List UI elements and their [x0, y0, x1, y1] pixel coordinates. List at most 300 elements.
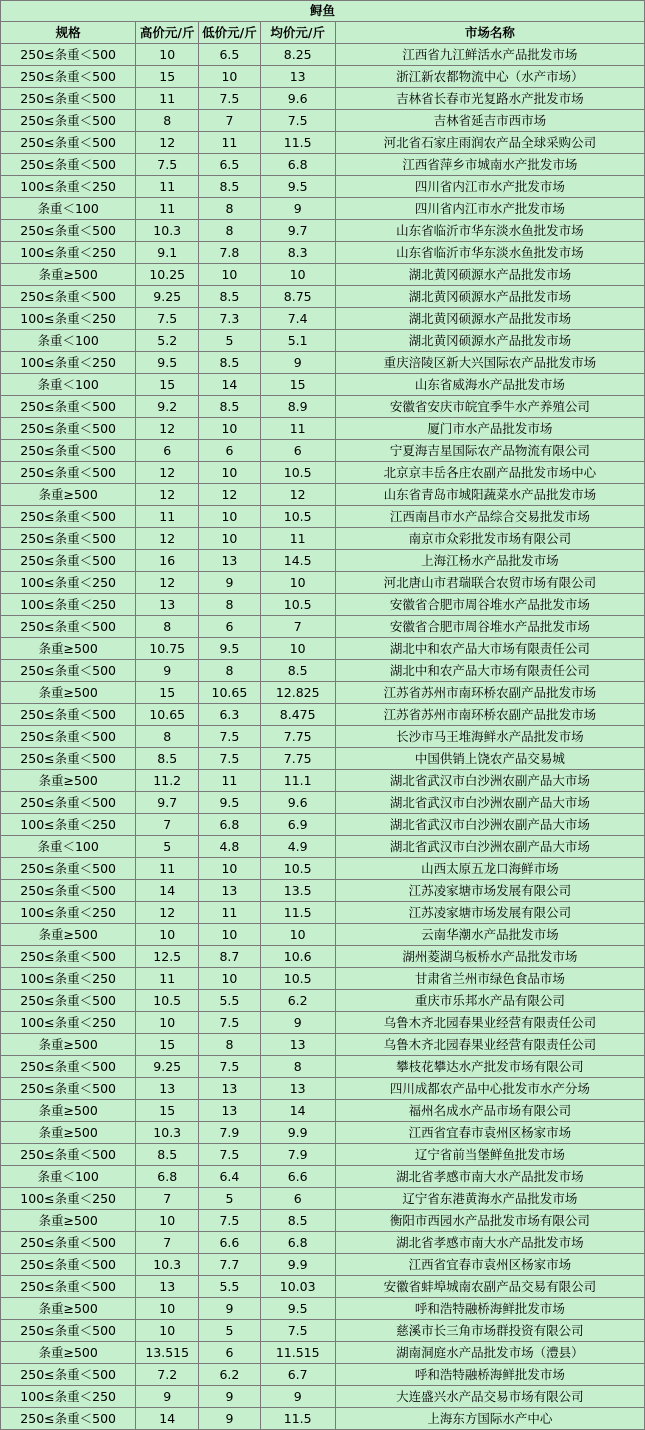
cell-high-price: 7: [136, 1232, 199, 1254]
cell-market: 辽宁省东港黄海水产品批发市场: [335, 1188, 644, 1210]
table-row: [1, 1320, 645, 1342]
cell-spec: 100≤条重＜250: [1, 814, 136, 836]
cell-market: 安徽省合肥市周谷堆水产品批发市场: [335, 594, 644, 616]
cell-spec: 250≤条重＜500: [1, 440, 136, 462]
cell-high-price: 12: [136, 462, 199, 484]
cell-low-price: 10: [199, 264, 261, 286]
cell-avg-price: 7.9: [260, 1144, 335, 1166]
cell-high-price: 8: [136, 616, 199, 638]
cell-market: 湖州菱湖乌板桥水产品批发市场: [335, 946, 644, 968]
cell-low-price: 9: [199, 572, 261, 594]
cell-spec: 250≤条重＜500: [1, 704, 136, 726]
table-row: [1, 770, 645, 792]
cell-high-price: 15: [136, 682, 199, 704]
cell-high-price: 9.2: [136, 396, 199, 418]
cell-high-price: 10: [136, 1320, 199, 1342]
cell-low-price: 9: [199, 1298, 261, 1320]
cell-spec: 250≤条重＜500: [1, 1364, 136, 1386]
cell-market: 河北唐山市君瑞联合农贸市场有限公司: [335, 572, 644, 594]
cell-low-price: 8.7: [199, 946, 261, 968]
cell-low-price: 9.5: [199, 638, 261, 660]
cell-market: 四川省内江市水产批发市场: [335, 198, 644, 220]
table-row: [1, 1144, 645, 1166]
cell-market: 慈溪市长三角市场群投资有限公司: [335, 1320, 644, 1342]
cell-high-price: 7: [136, 814, 199, 836]
cell-avg-price: 10.6: [260, 946, 335, 968]
cell-high-price: 11: [136, 88, 199, 110]
header-high-price: 高价元/斤: [136, 22, 199, 44]
cell-spec: 250≤条重＜500: [1, 792, 136, 814]
table-row: [1, 792, 645, 814]
cell-avg-price: 6.8: [260, 154, 335, 176]
cell-high-price: 11.2: [136, 770, 199, 792]
table-row: [1, 88, 645, 110]
table-row: [1, 814, 645, 836]
table-row: [1, 396, 645, 418]
cell-market: 安徽省安庆市皖宜季牛水产养殖公司: [335, 396, 644, 418]
cell-spec: 250≤条重＜500: [1, 726, 136, 748]
cell-low-price: 8: [199, 594, 261, 616]
cell-low-price: 9: [199, 1408, 261, 1430]
cell-spec: 100≤条重＜250: [1, 1386, 136, 1408]
cell-spec: 250≤条重＜500: [1, 946, 136, 968]
cell-low-price: 14: [199, 374, 261, 396]
cell-spec: 250≤条重＜500: [1, 132, 136, 154]
cell-high-price: 10.25: [136, 264, 199, 286]
cell-low-price: 5: [199, 1188, 261, 1210]
cell-avg-price: 9.5: [260, 176, 335, 198]
cell-market: 乌鲁木齐北园春果业经营有限责任公司: [335, 1012, 644, 1034]
table-row: [1, 440, 645, 462]
header-low-price: 低价元/斤: [199, 22, 261, 44]
cell-avg-price: 14: [260, 1100, 335, 1122]
cell-high-price: 9.1: [136, 242, 199, 264]
cell-avg-price: 10.5: [260, 858, 335, 880]
header-spec: 规格: [1, 22, 136, 44]
cell-spec: 250≤条重＜500: [1, 616, 136, 638]
table-row: [1, 506, 645, 528]
cell-high-price: 15: [136, 1100, 199, 1122]
cell-spec: 250≤条重＜500: [1, 1056, 136, 1078]
cell-low-price: 12: [199, 484, 261, 506]
cell-high-price: 10.3: [136, 1122, 199, 1144]
cell-high-price: 7.2: [136, 1364, 199, 1386]
cell-spec: 250≤条重＜500: [1, 1276, 136, 1298]
cell-avg-price: 6.6: [260, 1166, 335, 1188]
cell-market: 江西省宜春市袁州区杨家市场: [335, 1254, 644, 1276]
cell-low-price: 6.5: [199, 154, 261, 176]
table-row: [1, 1254, 645, 1276]
cell-market: 湖北黄冈硕源水产品批发市场: [335, 308, 644, 330]
cell-avg-price: 5.1: [260, 330, 335, 352]
cell-high-price: 9: [136, 1386, 199, 1408]
cell-market: 江苏省苏州市南环桥农副产品批发市场: [335, 704, 644, 726]
cell-market: 呼和浩特融桥海鲜批发市场: [335, 1298, 644, 1320]
title-row: [1, 1, 645, 22]
cell-spec: 250≤条重＜500: [1, 880, 136, 902]
cell-market: 厦门市水产品批发市场: [335, 418, 644, 440]
cell-spec: 250≤条重＜500: [1, 748, 136, 770]
table-row: [1, 1298, 645, 1320]
cell-avg-price: 7: [260, 616, 335, 638]
cell-high-price: 5.2: [136, 330, 199, 352]
table-row: [1, 484, 645, 506]
table-row: [1, 990, 645, 1012]
cell-market: 浙江新农都物流中心（水产市场）: [335, 66, 644, 88]
cell-low-price: 9.5: [199, 792, 261, 814]
cell-spec: 250≤条重＜500: [1, 1254, 136, 1276]
cell-high-price: 13.515: [136, 1342, 199, 1364]
cell-avg-price: 6.8: [260, 1232, 335, 1254]
cell-avg-price: 14.5: [260, 550, 335, 572]
cell-high-price: 8: [136, 726, 199, 748]
cell-avg-price: 4.9: [260, 836, 335, 858]
cell-low-price: 13: [199, 1078, 261, 1100]
cell-high-price: 12: [136, 132, 199, 154]
cell-low-price: 13: [199, 550, 261, 572]
cell-low-price: 7.5: [199, 88, 261, 110]
cell-market: 四川成都农产品中心批发市水产分场: [335, 1078, 644, 1100]
cell-avg-price: 10.03: [260, 1276, 335, 1298]
cell-low-price: 7.9: [199, 1122, 261, 1144]
table-row: [1, 748, 645, 770]
cell-low-price: 8: [199, 198, 261, 220]
cell-high-price: 5: [136, 836, 199, 858]
cell-avg-price: 10.5: [260, 506, 335, 528]
cell-market: 湖北黄冈硕源水产品批发市场: [335, 330, 644, 352]
cell-spec: 条重≥500: [1, 1100, 136, 1122]
cell-spec: 100≤条重＜250: [1, 902, 136, 924]
cell-high-price: 11: [136, 506, 199, 528]
cell-low-price: 6: [199, 440, 261, 462]
cell-avg-price: 8: [260, 1056, 335, 1078]
cell-market: 四川省内江市水产批发市场: [335, 176, 644, 198]
cell-market: 河北省石家庄雨润农产品全球采购公司: [335, 132, 644, 154]
cell-market: 湖南洞庭水产品批发市场（澧县）: [335, 1342, 644, 1364]
table-row: [1, 880, 645, 902]
table-row: [1, 704, 645, 726]
table-row: [1, 528, 645, 550]
cell-spec: 100≤条重＜250: [1, 1188, 136, 1210]
cell-market: 北京京丰岳各庄农副产品批发市场中心: [335, 462, 644, 484]
cell-avg-price: 10: [260, 924, 335, 946]
table-row: [1, 594, 645, 616]
cell-spec: 250≤条重＜500: [1, 88, 136, 110]
table-row: [1, 1386, 645, 1408]
cell-avg-price: 13: [260, 1078, 335, 1100]
cell-avg-price: 9.7: [260, 220, 335, 242]
cell-low-price: 10.65: [199, 682, 261, 704]
cell-spec: 条重≥500: [1, 924, 136, 946]
cell-spec: 100≤条重＜250: [1, 242, 136, 264]
cell-avg-price: 6: [260, 440, 335, 462]
cell-low-price: 11: [199, 902, 261, 924]
cell-avg-price: 15: [260, 374, 335, 396]
cell-market: 衡阳市西园水产品批发市场有限公司: [335, 1210, 644, 1232]
cell-spec: 条重≥500: [1, 1034, 136, 1056]
cell-high-price: 6.8: [136, 1166, 199, 1188]
table-row: [1, 1078, 645, 1100]
cell-high-price: 12: [136, 418, 199, 440]
cell-market: 江苏省苏州市南环桥农副产品批发市场: [335, 682, 644, 704]
table-row: [1, 264, 645, 286]
cell-avg-price: 7.75: [260, 726, 335, 748]
header-avg-price: 均价元/斤: [260, 22, 335, 44]
cell-spec: 250≤条重＜500: [1, 660, 136, 682]
cell-low-price: 7.8: [199, 242, 261, 264]
cell-market: 甘肃省兰州市绿色食品市场: [335, 968, 644, 990]
cell-avg-price: 10: [260, 264, 335, 286]
table-row: [1, 110, 645, 132]
cell-spec: 250≤条重＜500: [1, 66, 136, 88]
cell-market: 江苏凌家塘市场发展有限公司: [335, 880, 644, 902]
cell-market: 攀枝花攀达水产批发市场有限公司: [335, 1056, 644, 1078]
table-row: [1, 638, 645, 660]
cell-market: 湖北省武汉市白沙洲农副产品大市场: [335, 770, 644, 792]
table-row: [1, 462, 645, 484]
cell-low-price: 6: [199, 616, 261, 638]
table-body: [1, 44, 645, 1430]
cell-low-price: 5.5: [199, 990, 261, 1012]
cell-spec: 250≤条重＜500: [1, 1232, 136, 1254]
cell-market: 福州名成水产品市场有限公司: [335, 1100, 644, 1122]
cell-high-price: 10.5: [136, 990, 199, 1012]
cell-low-price: 6.6: [199, 1232, 261, 1254]
cell-high-price: 10: [136, 924, 199, 946]
cell-low-price: 6.4: [199, 1166, 261, 1188]
cell-avg-price: 6: [260, 1188, 335, 1210]
cell-low-price: 10: [199, 66, 261, 88]
cell-market: 山东省威海水产品批发市场: [335, 374, 644, 396]
table-row: [1, 1188, 645, 1210]
cell-spec: 条重＜100: [1, 198, 136, 220]
cell-market: 湖北中和农产品大市场有限责任公司: [335, 638, 644, 660]
cell-avg-price: 6.7: [260, 1364, 335, 1386]
cell-high-price: 10.75: [136, 638, 199, 660]
cell-high-price: 10.3: [136, 1254, 199, 1276]
cell-avg-price: 9.5: [260, 1298, 335, 1320]
cell-low-price: 7.5: [199, 1144, 261, 1166]
cell-high-price: 11: [136, 968, 199, 990]
cell-avg-price: 12.825: [260, 682, 335, 704]
cell-avg-price: 9.9: [260, 1122, 335, 1144]
cell-spec: 250≤条重＜500: [1, 1144, 136, 1166]
cell-high-price: 10: [136, 1298, 199, 1320]
cell-spec: 250≤条重＜500: [1, 506, 136, 528]
cell-high-price: 16: [136, 550, 199, 572]
cell-spec: 250≤条重＜500: [1, 220, 136, 242]
cell-market: 安徽省合肥市周谷堆水产品批发市场: [335, 616, 644, 638]
table-title: 鲟鱼: [1, 1, 645, 22]
cell-spec: 250≤条重＜500: [1, 44, 136, 66]
cell-avg-price: 9: [260, 1012, 335, 1034]
cell-avg-price: 13: [260, 66, 335, 88]
table-row: [1, 154, 645, 176]
cell-low-price: 4.8: [199, 836, 261, 858]
cell-avg-price: 6.9: [260, 814, 335, 836]
cell-market: 湖北省武汉市白沙洲农副产品大市场: [335, 836, 644, 858]
cell-low-price: 6.3: [199, 704, 261, 726]
cell-low-price: 10: [199, 418, 261, 440]
cell-market: 云南华潮水产品批发市场: [335, 924, 644, 946]
table-row: [1, 902, 645, 924]
cell-low-price: 9: [199, 1386, 261, 1408]
cell-avg-price: 11.5: [260, 902, 335, 924]
cell-avg-price: 8.25: [260, 44, 335, 66]
table-row: [1, 660, 645, 682]
cell-spec: 100≤条重＜250: [1, 1012, 136, 1034]
cell-avg-price: 9: [260, 198, 335, 220]
cell-spec: 条重≥500: [1, 1298, 136, 1320]
cell-spec: 250≤条重＜500: [1, 396, 136, 418]
cell-spec: 条重≥500: [1, 1210, 136, 1232]
cell-low-price: 8.5: [199, 396, 261, 418]
table-row: [1, 550, 645, 572]
table-row: [1, 1056, 645, 1078]
cell-spec: 100≤条重＜250: [1, 572, 136, 594]
cell-avg-price: 11.515: [260, 1342, 335, 1364]
header-row: [1, 22, 645, 44]
table-row: [1, 616, 645, 638]
cell-spec: 250≤条重＜500: [1, 858, 136, 880]
cell-spec: 条重≥500: [1, 682, 136, 704]
cell-low-price: 8.5: [199, 352, 261, 374]
cell-low-price: 8: [199, 220, 261, 242]
cell-low-price: 7.5: [199, 1210, 261, 1232]
table-row: [1, 858, 645, 880]
cell-avg-price: 13: [260, 1034, 335, 1056]
cell-spec: 250≤条重＜500: [1, 1320, 136, 1342]
cell-high-price: 13: [136, 1078, 199, 1100]
cell-low-price: 11: [199, 770, 261, 792]
cell-market: 乌鲁木齐北园春果业经营有限责任公司: [335, 1034, 644, 1056]
cell-high-price: 14: [136, 880, 199, 902]
cell-market: 湖北省孝感市南大水产品批发市场: [335, 1232, 644, 1254]
cell-spec: 100≤条重＜250: [1, 352, 136, 374]
cell-high-price: 9.25: [136, 286, 199, 308]
cell-market: 江西南昌市水产品综合交易批发市场: [335, 506, 644, 528]
cell-spec: 100≤条重＜250: [1, 594, 136, 616]
cell-avg-price: 7.5: [260, 1320, 335, 1342]
table-row: [1, 1122, 645, 1144]
table-row: [1, 946, 645, 968]
cell-avg-price: 7.75: [260, 748, 335, 770]
cell-market: 中国供销上饶农产品交易城: [335, 748, 644, 770]
cell-high-price: 9.5: [136, 352, 199, 374]
cell-market: 湖北省武汉市白沙洲农副产品大市场: [335, 792, 644, 814]
cell-low-price: 7.5: [199, 748, 261, 770]
table-row: [1, 330, 645, 352]
cell-avg-price: 10: [260, 638, 335, 660]
cell-high-price: 9.25: [136, 1056, 199, 1078]
cell-market: 湖北省孝感市南大水产品批发市场: [335, 1166, 644, 1188]
cell-low-price: 7.3: [199, 308, 261, 330]
table-row: [1, 352, 645, 374]
cell-avg-price: 8.3: [260, 242, 335, 264]
cell-high-price: 12: [136, 484, 199, 506]
cell-spec: 250≤条重＜500: [1, 286, 136, 308]
cell-low-price: 10: [199, 462, 261, 484]
cell-market: 重庆涪陵区新大兴国际农产品批发市场: [335, 352, 644, 374]
table-row: [1, 572, 645, 594]
cell-high-price: 11: [136, 198, 199, 220]
cell-high-price: 12: [136, 902, 199, 924]
cell-market: 江苏凌家塘市场发展有限公司: [335, 902, 644, 924]
cell-low-price: 5: [199, 330, 261, 352]
table-row: [1, 968, 645, 990]
cell-market: 吉林省延吉市西市场: [335, 110, 644, 132]
cell-high-price: 9: [136, 660, 199, 682]
table-row: [1, 1232, 645, 1254]
cell-high-price: 15: [136, 66, 199, 88]
cell-high-price: 7.5: [136, 154, 199, 176]
cell-avg-price: 8.475: [260, 704, 335, 726]
cell-market: 宁夏海吉星国际农产品物流有限公司: [335, 440, 644, 462]
cell-low-price: 13: [199, 1100, 261, 1122]
cell-spec: 250≤条重＜500: [1, 990, 136, 1012]
cell-market: 湖北省武汉市白沙洲农副产品大市场: [335, 814, 644, 836]
cell-avg-price: 10.5: [260, 968, 335, 990]
cell-low-price: 6.8: [199, 814, 261, 836]
cell-avg-price: 8.9: [260, 396, 335, 418]
cell-avg-price: 11: [260, 418, 335, 440]
cell-low-price: 8: [199, 1034, 261, 1056]
table-row: [1, 44, 645, 66]
table-row: [1, 1364, 645, 1386]
cell-market: 湖北中和农产品大市场有限责任公司: [335, 660, 644, 682]
cell-avg-price: 9: [260, 1386, 335, 1408]
cell-high-price: 14: [136, 1408, 199, 1430]
cell-low-price: 7.5: [199, 1056, 261, 1078]
cell-high-price: 8.5: [136, 1144, 199, 1166]
cell-avg-price: 11: [260, 528, 335, 550]
cell-spec: 250≤条重＜500: [1, 550, 136, 572]
cell-low-price: 8: [199, 660, 261, 682]
cell-avg-price: 13.5: [260, 880, 335, 902]
cell-spec: 条重＜100: [1, 374, 136, 396]
table-row: [1, 66, 645, 88]
cell-market: 南京市众彩批发市场有限公司: [335, 528, 644, 550]
cell-avg-price: 8.5: [260, 1210, 335, 1232]
cell-market: 山西太原五龙口海鲜市场: [335, 858, 644, 880]
cell-market: 江西省萍乡市城南水产批发市场: [335, 154, 644, 176]
table-row: [1, 176, 645, 198]
cell-spec: 250≤条重＜500: [1, 154, 136, 176]
cell-spec: 100≤条重＜250: [1, 968, 136, 990]
table-row: [1, 1034, 645, 1056]
cell-market: 上海东方国际水产中心: [335, 1408, 644, 1430]
cell-high-price: 8: [136, 110, 199, 132]
cell-market: 安徽省蚌埠城南农副产品交易有限公司: [335, 1276, 644, 1298]
table-row: [1, 924, 645, 946]
cell-low-price: 8.5: [199, 286, 261, 308]
cell-avg-price: 7.4: [260, 308, 335, 330]
cell-high-price: 12: [136, 572, 199, 594]
cell-avg-price: 9.6: [260, 88, 335, 110]
cell-high-price: 7: [136, 1188, 199, 1210]
cell-avg-price: 7.5: [260, 110, 335, 132]
table-row: [1, 418, 645, 440]
cell-high-price: 10: [136, 1210, 199, 1232]
cell-low-price: 13: [199, 880, 261, 902]
cell-market: 上海江杨水产品批发市场: [335, 550, 644, 572]
cell-avg-price: 8.5: [260, 660, 335, 682]
cell-high-price: 13: [136, 594, 199, 616]
cell-spec: 条重＜100: [1, 1166, 136, 1188]
cell-low-price: 7.5: [199, 1012, 261, 1034]
cell-market: 山东省青岛市城阳蔬菜水产品批发市场: [335, 484, 644, 506]
cell-high-price: 13: [136, 1276, 199, 1298]
